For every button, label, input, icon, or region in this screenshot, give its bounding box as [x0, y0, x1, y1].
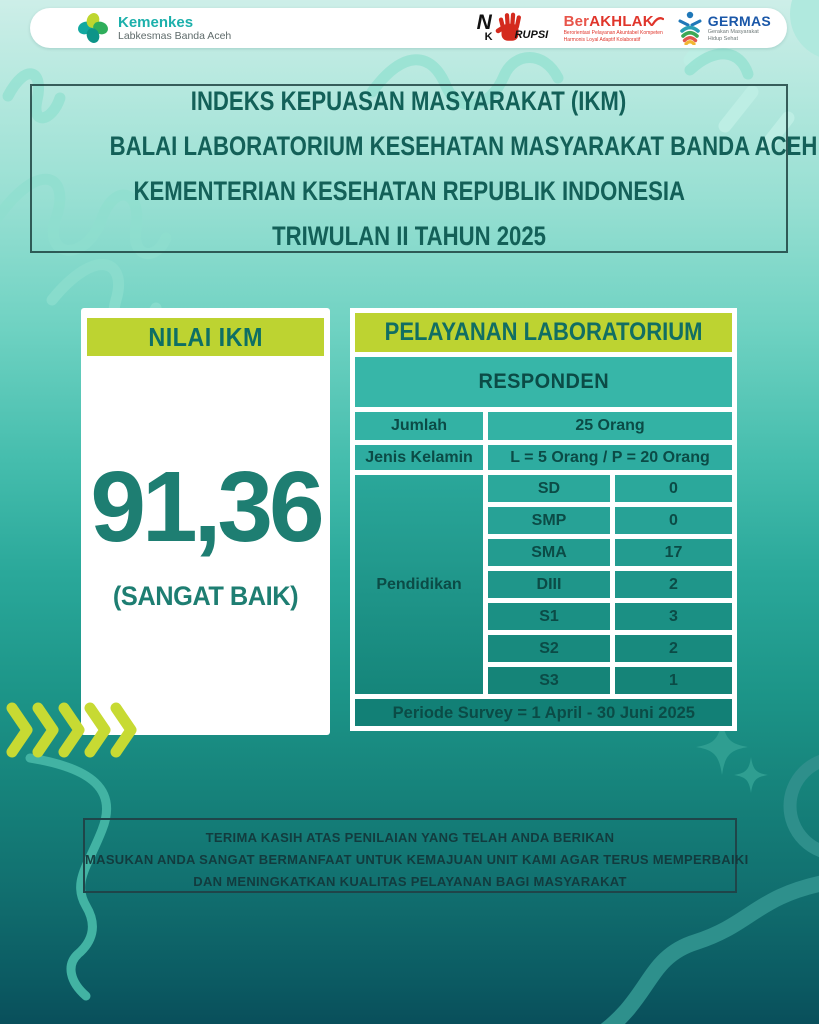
education-count: 2: [615, 571, 732, 598]
germas-figure-icon: [677, 11, 703, 45]
kemenkes-title: Kemenkes: [118, 13, 194, 31]
education-row: [488, 539, 732, 566]
title-line-4: [32, 216, 786, 261]
kemenkes-brand-text: [118, 15, 231, 42]
row-value: 25 Orang: [488, 412, 732, 440]
education-level: SMP: [488, 507, 610, 534]
education-row: [488, 475, 732, 502]
no-korupsi-logo: [475, 10, 551, 46]
germas-subtitle-2: Hidup Sehat: [707, 36, 739, 42]
thanks-line-1: TERIMA KASIH ATAS PENILAIAN YANG TELAH ANDA BERIKAN: [205, 830, 615, 845]
education-row: [488, 635, 732, 662]
education-level: S2: [488, 635, 610, 662]
education-count: 1: [615, 667, 732, 694]
title-box: [30, 84, 818, 253]
germas-logo: [677, 11, 771, 45]
education-row: [488, 603, 732, 630]
education-label: Pendidikan: [355, 475, 483, 694]
row-label: Jumlah: [355, 412, 483, 440]
thanks-message-box: [83, 818, 749, 893]
table-row: [355, 412, 732, 440]
berakhlak-title-prefix: Ber: [563, 12, 590, 30]
title-line-2: [32, 126, 818, 171]
table-row: [355, 445, 732, 470]
education-level: DIII: [488, 571, 610, 598]
corner-blob-decoration: [790, 0, 819, 60]
survey-period-text: Periode Survey = 1 April - 30 Juni 2025: [392, 702, 695, 722]
wave-line-decoration: [592, 882, 819, 1024]
table-header: [355, 313, 732, 352]
education-count: 17: [615, 539, 732, 566]
korupsi-rupsi-label: RUPSI: [514, 29, 549, 41]
title-line-3: [32, 171, 786, 216]
education-rows: [488, 475, 732, 694]
ikm-score-value: 91,36: [90, 451, 321, 563]
education-level: S1: [488, 603, 610, 630]
berakhlak-swoosh-icon: [652, 16, 664, 26]
score-card: [81, 308, 330, 735]
row-label: Jenis Kelamin: [355, 445, 483, 470]
education-count: 0: [615, 507, 732, 534]
survey-period-row: [355, 699, 732, 726]
berakhlak-title: [564, 14, 664, 29]
header-logos: [475, 10, 771, 46]
education-count: 3: [615, 603, 732, 630]
kemenkes-subtitle: Labkesmas Banda Aceh: [118, 29, 232, 42]
title-line-3-text: KEMENTERIAN KESEHATAN REPUBLIK INDONESIA: [133, 176, 685, 206]
education-block: [355, 475, 732, 694]
education-row: [488, 507, 732, 534]
title-line-2-text: BALAI LABORATORIUM KESEHATAN MASYARAKAT BANDA ACEH: [109, 131, 818, 161]
education-row: [488, 571, 732, 598]
kemenkes-brand: [76, 11, 231, 45]
table-subheader: [355, 357, 732, 407]
thanks-line-3: DAN MENINGKATKAN KUALITAS PELAYANAN BAGI MASYARAKAT: [193, 874, 627, 889]
thanks-line-2: MASUKAN ANDA SANGAT BERMANFAAT UNTUK KEMAJUAN UNIT KAMI AGAR TERUS MEMPERBAIKI: [85, 852, 749, 867]
title-line-1-text: INDEKS KEPUASAN MASYARAKAT (IKM): [191, 86, 627, 116]
row-value: L = 5 Orang / P = 20 Orang: [488, 445, 732, 470]
germas-subtitle-1: Gerakan Masyarakat: [707, 28, 759, 35]
education-level: SD: [488, 475, 610, 502]
score-card-body: [81, 356, 330, 735]
score-card-header-text: NILAI IKM: [148, 321, 263, 352]
score-card-header: [87, 318, 324, 356]
korupsi-k-label: K: [484, 31, 493, 43]
germas-text: [708, 14, 771, 43]
title-line-4-text: TRIWULAN II TAHUN 2025: [272, 221, 546, 251]
korupsi-n-label: N: [476, 11, 492, 34]
ikm-score-rating: (SANGAT BAIK): [112, 581, 299, 611]
lab-service-table: [350, 308, 737, 731]
header-bar: [30, 8, 787, 48]
education-count: 2: [615, 635, 732, 662]
germas-title: GERMAS: [707, 12, 771, 29]
berakhlak-title-main: AKHLAK: [589, 12, 654, 30]
education-level: S3: [488, 667, 610, 694]
title-line-1: [32, 81, 786, 126]
berakhlak-logo: [564, 14, 664, 43]
education-count: 0: [615, 475, 732, 502]
kemenkes-logo-icon: [76, 11, 110, 45]
berakhlak-subtitle-2: Harmonis Loyal Adaptif Kolaboratif: [563, 36, 641, 43]
berakhlak-subtitle-1: Berorientasi Pelayanan Akuntabel Kompeten: [563, 29, 663, 36]
education-level: SMA: [488, 539, 610, 566]
table-subheader-text: RESPONDEN: [478, 370, 609, 393]
ring-decoration: [790, 758, 819, 854]
education-row: [488, 667, 732, 694]
table-header-text: PELAYANAN LABORATORIUM: [384, 318, 703, 346]
